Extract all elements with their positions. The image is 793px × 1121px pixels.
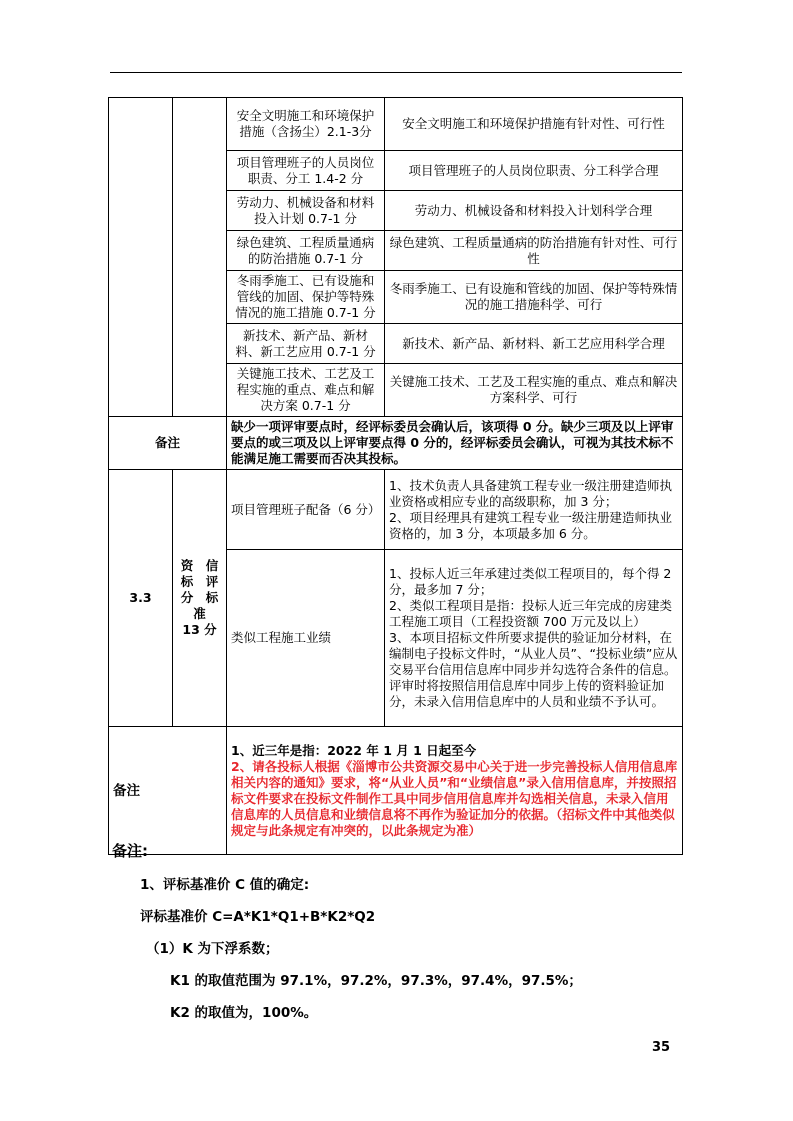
table-row (109, 417, 683, 470)
item-cell: 项目管理班子的人员岗位职责、分工 1.4-2 分 (227, 151, 385, 191)
scoring-table (108, 97, 683, 855)
standard-cell: 关键施工技术、工艺及工程实施的重点、难点和解决方案科学、可行 (385, 364, 683, 417)
section-name-line: 标 评 (180, 574, 219, 589)
note-label: 备注 (109, 417, 227, 470)
standard-cell (385, 470, 683, 550)
formula: 评标基准价 C=A*K1*Q1+B*K2*Q2 (140, 909, 376, 925)
note-label: 备注 (109, 727, 227, 855)
standard-cell: 新技术、新产品、新材料、新工艺应用科学合理 (385, 324, 683, 364)
table-row (109, 727, 683, 855)
section-number: 3.3 (109, 470, 173, 727)
table-row (109, 98, 683, 151)
empty-cell (173, 98, 227, 417)
notes-heading: 备注: (112, 842, 148, 860)
page-number: 35 (652, 1040, 671, 1055)
standard-line: 1、投标人近三年承建过类似工程项目的，每个得 2 分，最多加 7 分； (389, 566, 672, 597)
item-cell: 绿色建筑、工程质量通病的防治措施 0.7-1 分 (227, 231, 385, 271)
item-cell: 新技术、新产品、新材料、新工艺应用 0.7-1 分 (227, 324, 385, 364)
note-line-red: 2、请各投标人根据《淄博市公共资源交易中心关于进一步完善投标人信用信息库相关内容的通知》要求，将“从业人员”和“业绩信息”录入信用信息库，并按照招标文件要求在投标文件制作工具中同步信用信息库并勾选相关信息，未录入信用信息库的人员信息和业绩信息将不再作为验证加分的依据。（招标文件中其他类似规定与此条规定有冲突的，以此条规定为准） (231, 758, 678, 838)
item-cell: 劳动力、机械设备和材料投入计划 0.7-1 分 (227, 191, 385, 231)
note-text: 缺少一项评审要点时，经评标委员会确认后，该项得 0 分。缺少三项及以上评审要点的或三项及以上评审要点得 0 分的，经评标委员会确认，可视为其技术标不能满足施工需要而否决其投标。 (227, 417, 683, 470)
item-cell: 安全文明施工和环境保护措施（含扬尘）2.1-3分 (227, 98, 385, 151)
note-text (227, 727, 683, 855)
item-cell: 冬雨季施工、已有设施和管线的加固、保护等特殊情况的施工措施 0.7-1 分 (227, 271, 385, 324)
note-line: 1、近三年是指：2022 年 1 月 1 日起至今 (231, 742, 477, 758)
standard-cell: 冬雨季施工、已有设施和管线的加固、保护等特殊情况的施工措施科学、可行 (385, 271, 683, 324)
standard-line: 1、技术负责人具备建筑工程专业一级注册建造师执业资格或相应专业的高级职称，加 3 分； (389, 477, 672, 509)
empty-cell (109, 98, 173, 417)
header-rule (110, 72, 682, 73)
standard-cell: 绿色建筑、工程质量通病的防治措施有针对性、可行性 (385, 231, 683, 271)
notes-item-1: 1、评标基准价 C 值的确定: (140, 877, 310, 893)
k1-values: K1 的取值范围为 97.1%，97.2%，97.3%，97.4%，97.5%； (170, 973, 582, 989)
section-name-line: 13 分 (182, 622, 217, 637)
notes-sub-1: （1）K 为下浮系数； (146, 941, 279, 957)
standard-cell (385, 550, 683, 727)
standard-cell: 劳动力、机械设备和材料投入计划科学合理 (385, 191, 683, 231)
section-name-line: 资 信 (180, 558, 219, 573)
item-cell: 项目管理班子配备（6 分） (227, 470, 385, 550)
item-cell: 类似工程施工业绩 (227, 550, 385, 727)
k2-value: K2 的取值为，100%。 (170, 1005, 318, 1021)
section-name-line: 准 (193, 606, 206, 621)
table-row (109, 470, 683, 550)
standard-cell: 安全文明施工和环境保护措施有针对性、可行性 (385, 98, 683, 151)
standard-line: 2、类似工程项目是指：投标人近三年完成的房建类工程施工项目（工程投资额 700 万元及以上） (389, 598, 672, 629)
standard-line: 2、项目经理具有建筑工程专业一级注册建造师执业资格的，加 3 分，本项最多加 6 分。 (389, 509, 672, 541)
item-cell: 关键施工技术、工艺及工程实施的重点、难点和解决方案 0.7-1 分 (227, 364, 385, 417)
standard-line: 3、本项目招标文件所要求提供的验证加分材料，在编制电子投标文件时，“从业人员”、“投标业绩”应从交易平台信用信息库中同步并勾选符合条件的信息。评审时将按照信用信息库中同步上传的资料验证加分，未录入信用信息库中的人员和业绩不予认可。 (389, 630, 678, 709)
section-name-line: 分 标 (180, 590, 219, 605)
section-name (173, 470, 227, 727)
standard-cell: 项目管理班子的人员岗位职责、分工科学合理 (385, 151, 683, 191)
